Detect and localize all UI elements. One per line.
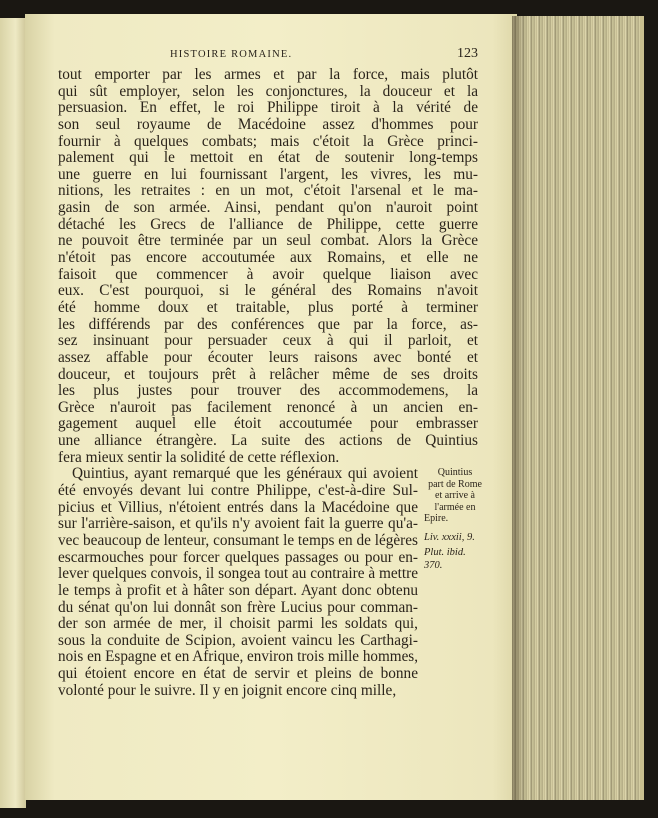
text-line-content: faisoit que commencer à avoir quelque liaison avec: [58, 265, 478, 283]
text-line: [58, 433, 478, 450]
text-line: [58, 633, 418, 650]
text-line-content: douceur, et toujours prêt à relâcher même de ses droits: [58, 365, 478, 383]
text-line-content: sez insinuant pour persuader ceux à qui il parloit, et: [58, 332, 478, 350]
text-line: [58, 183, 478, 200]
margin-note-line: Epire.: [424, 513, 449, 524]
margin-references: [424, 531, 486, 572]
text-line-content: nitions, les retraites : en un mot, c'étoit l'arsenal et le ma-: [58, 182, 478, 200]
text-line: [58, 217, 478, 234]
text-line-content: palement qui le mettoit en état de soutenir long-temps: [58, 149, 478, 167]
text-line: [58, 400, 478, 417]
text-line-content: sur l'arrière-saison, et qu'ils n'y avoient fait la guerre qu'a-: [58, 515, 418, 533]
text-line-content: une guerre en lui fournissant l'argent, les vivres, les mu-: [58, 165, 478, 183]
text-line: [58, 483, 418, 500]
page-number: 123: [457, 46, 478, 61]
text-line-content: persuasion. En effet, le roi Philippe tiroit à la vérité de: [58, 99, 478, 117]
text-line-content: sous la conduite de Scipion, avoient vaincu les Carthagi-: [58, 631, 418, 649]
text-line-content: fera mieux sentir la solidité de cette réflexion.: [58, 448, 340, 466]
text-line-content: ne pouvoit être terminée par un seul combat. Alors la Grèce: [58, 232, 478, 250]
text-line: [58, 150, 478, 167]
text-line: [58, 233, 478, 250]
text-line: [58, 450, 478, 467]
text-line-content: les différends par des conférences que par la force, as-: [58, 315, 478, 333]
running-head: HISTOIRE ROMAINE.: [170, 49, 293, 60]
text-line: [58, 267, 478, 284]
text-line: [58, 134, 478, 151]
gutter-shadow: [512, 16, 526, 800]
text-line-content: picius et Villius, n'étoient entrés dans la Macédoine que: [58, 498, 418, 516]
text-line: [58, 600, 418, 617]
margin-note: [424, 467, 486, 574]
text-line: [58, 500, 418, 517]
text-line-content: Grèce n'auroit pas facilement renoncé à un ancien en-: [58, 398, 478, 416]
paragraph: [58, 67, 478, 466]
text-line-content: Quintius, ayant remarqué que les généraux qui avoient: [72, 465, 418, 483]
text-line-content: du sénat qu'on lui donnât son frère Lucius pour comman-: [58, 598, 418, 616]
margin-note-line: Quintius: [437, 467, 473, 478]
body-text: [58, 67, 478, 699]
text-line: [58, 566, 418, 583]
text-line-content: été envoyés devant lui contre Philippe, c'est-à-dire Sul-: [58, 482, 418, 500]
text-line: [58, 333, 478, 350]
text-line: [58, 533, 418, 550]
text-line-content: gagement auquel elle étoit accoutumée pour embrasser: [58, 415, 478, 433]
margin-reference: Plut. ibid. 370.: [424, 546, 466, 571]
text-line: [58, 649, 418, 666]
text-line-content: fournir à quelques combats; mais c'étoit la Grèce princi-: [58, 132, 478, 150]
text-line-content: tout emporter par les armes et par la force, mais plutôt: [58, 66, 478, 83]
text-line: [58, 84, 478, 101]
text-line-content: n'étoit pas encore accoutumée aux Romains, et elle ne: [58, 249, 478, 267]
text-line: [58, 117, 478, 134]
text-line-content: eux. C'est pourquoi, si le général des Romains n'avoit: [58, 282, 478, 300]
paragraph: [58, 466, 418, 699]
text-line: [58, 516, 418, 533]
text-line: [58, 350, 478, 367]
text-line: [58, 317, 478, 334]
text-line: [58, 666, 418, 683]
page-block-edges: [512, 16, 644, 800]
text-line: [58, 367, 478, 384]
text-line: [58, 167, 478, 184]
text-line-content: le temps à profit et à hâter son départ. Ayant donc obtenu: [58, 581, 418, 599]
text-line-content: les plus justes pour trouver des accommodemens, la: [58, 382, 478, 400]
text-line-content: lever quelques convois, il songea tout au contraire à mettre: [58, 565, 418, 583]
text-line-content: qui sût employer, selon les conjonctures, la douceur et la: [58, 82, 478, 100]
text-line-content: volonté pour le suivre. Il y en joignit encore cinq mille,: [58, 681, 397, 699]
text-line: [58, 100, 478, 117]
margin-note-line: l'armée en: [434, 501, 476, 513]
text-line-content: vec beaucoup de lenteur, consumant le temps en de légères: [58, 531, 418, 549]
text-line-content: détaché les Grecs de l'alliance de Philippe, cette guerre: [58, 215, 478, 233]
text-line: [58, 683, 418, 700]
text-line-content: son seul royaume de Macédoine assez d'hommes pour: [58, 115, 478, 133]
text-line-content: assez affable pour écouter leurs raisons avec bonté et: [58, 348, 478, 366]
text-line-content: qui étoient encore en état de servir et pleins de bonne: [58, 665, 418, 683]
text-line-content: nois en Espagne et en Afrique, environ trois mille hommes,: [58, 648, 418, 666]
page-header: [58, 46, 478, 64]
text-line: [58, 383, 478, 400]
text-line: [58, 283, 478, 300]
margin-note-line: part de Rome: [428, 478, 482, 490]
text-line: [58, 466, 418, 483]
text-line-content: escarmouches pour forcer quelques passages ou pour en-: [58, 548, 418, 566]
text-line: [58, 616, 418, 633]
text-line-content: der son armée de mer, il choisit parmi les soldats qui,: [58, 615, 418, 633]
margin-note-line: et arrive à: [435, 490, 475, 501]
text-line-content: gasin de son armée. Ainsi, pendant qu'on n'auroit point: [58, 199, 478, 217]
text-line: [58, 583, 418, 600]
text-line-content: été homme doux et traitable, plus porté à terminer: [58, 298, 478, 316]
text-line: [58, 550, 418, 567]
text-line-content: une alliance étrangère. La suite des actions de Quintius: [58, 432, 478, 450]
text-line: [58, 416, 478, 433]
text-line: [58, 200, 478, 217]
margin-reference: Liv. xxxii, 9.: [424, 531, 475, 543]
text-line: [58, 250, 478, 267]
text-line: [58, 67, 478, 84]
text-line: [58, 300, 478, 317]
facing-page-edge: [0, 18, 26, 808]
